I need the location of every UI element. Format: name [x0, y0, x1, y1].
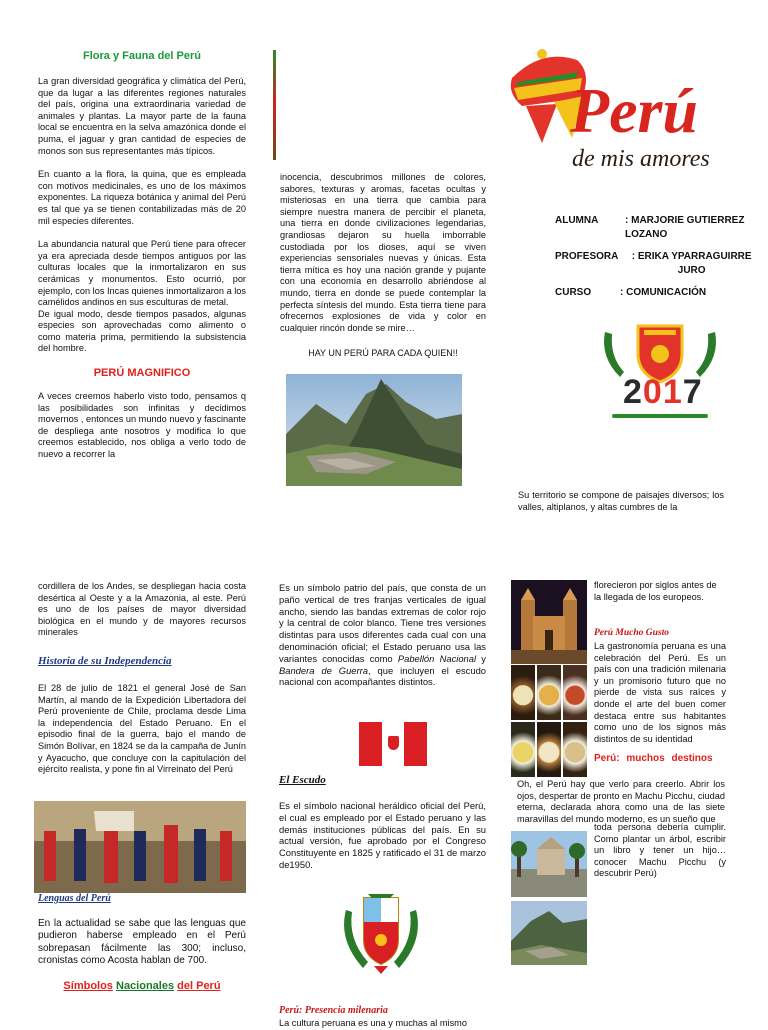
- year-digit-0: 0: [642, 373, 663, 411]
- territorio-para: Su territorio se compone de paisajes diversos; los valles, altiplanos, y altas cumbres de la: [518, 490, 724, 512]
- col3-territorio: [518, 490, 724, 513]
- col6d: [517, 779, 725, 825]
- col1: [38, 50, 246, 461]
- simbolos-title: [38, 980, 246, 992]
- year-digit-7: 7: [682, 373, 703, 411]
- slogan: HAY UN PERÚ PARA CADA QUIEN!!: [308, 348, 458, 359]
- coat-of-arms-icon: [338, 890, 424, 976]
- col5: [279, 582, 486, 688]
- logo: [502, 48, 732, 188]
- magnifico-para: A veces creemos haberlo visto todo, pensamos q las posibilidades son infinitas y decidimos movernos , entonces un mundo nuevo y fascinante de despliega ante nosotros y modifica lo que creemos establecido, nos obliga a verlo todo de nuevo a recorrer la: [38, 391, 246, 460]
- escudo-para: Es el símbolo nacional heráldico oficial del Perú, el cual es empleado por el Estado peruano y las demás instituciones públicas del país. En su actual versión, fue aprobado por el Congreso Constituyente en 1825 y ratificado el 31 de marzo de1950.: [279, 800, 486, 870]
- bandera-text: Es un símbolo patrio del país, que consta de un paño vertical de tres franjas verticales de igual ancho, siendo las bandas extremas de color rojo y la central de color blanco. Tiene tres versiones distintas para usos diferentes cada cual con una denominación oficial; el Estado peruano usa las variantes conocidas como: [279, 582, 486, 664]
- bandera-para: [279, 582, 486, 688]
- flora-title: Flora y Fauna del Perú: [83, 50, 201, 62]
- col4b: [38, 893, 246, 992]
- curso-value: : COMUNICACIÓN: [620, 287, 707, 298]
- col6c: [594, 753, 730, 764]
- simbolos-word-1: Símbolos: [63, 979, 113, 992]
- year-underline: [612, 414, 708, 418]
- profesora-value: : ERIKA YPARRAGUIRRE JURO: [631, 251, 752, 276]
- flora-para-3: La abundancia natural que Perú tiene para ofrecer ya era apreciada desde tiempos antiguos por las culturas locales que la inmortalizaron en sus cerámicas y monumentos. Esto ocurrió, por ejemplo, con los Incas quienes inmortalizaron a los camélidos andinos en sus esculturas de metal.: [38, 239, 246, 308]
- food-photo: [511, 665, 535, 720]
- independence-painting: [34, 801, 246, 893]
- col5b: [279, 774, 486, 871]
- peru-flag-icon: [359, 722, 427, 766]
- bandera-end-text: , que incluyen el escudo nacional con acompañantes distintos.: [279, 664, 487, 688]
- machu-picchu-image: [286, 374, 462, 486]
- food-photo: [537, 665, 561, 720]
- profesora-label: PROFESORA: [555, 251, 619, 262]
- lenguas-para: En la actualidad se sabe que las lenguas que pudieron haberse empleado en el Perú sobrepasan fácilmente las 300; incluso, cronistas como Acosta hablan de 700.: [38, 918, 246, 967]
- alumna-row: [555, 214, 765, 242]
- simbolos-word-3: del Perú: [177, 979, 221, 992]
- presencia-title: Perú: Presencia milenaria: [279, 1005, 388, 1016]
- cumplir-para: toda persona debería cumplir. Como plantar un árbol, escribir un libro y tener un hijo… conocer Machu Picchu (y descubrir Perú): [594, 822, 726, 879]
- food-photos: [511, 665, 587, 777]
- divider-strip: [273, 50, 276, 160]
- col6a: [594, 580, 726, 603]
- col5c: [279, 1005, 486, 1030]
- simbolos-word-2: Nacionales: [116, 979, 175, 992]
- logo-subtitle: de mis amores: [572, 146, 710, 172]
- inocencia-para: inocencia, descubrimos millones de colores, sabores, texturas y aromas, facetas ocultas y misteriosas en una tierra que cambia para siempre nuestra manera de percibir el planeta, una tierra en donde civilizaciones legendarias, grandiosas dejaron su huella imborrable custodiada por los dioses, aquí se viven experiencias sensoriales nuevas y únicas. Esta tierra mítica es hoy una nación grande y pujante con una economía en desarrollo abriéndose al mundo, tierra en donde se puede contemplar la perfecta síntesis del mundo. Esta tierra tiene para ofrecernos explosiones de vida y color en cualquier rincón donde se mire…: [280, 172, 486, 333]
- alumna-value: : MARJORIE GUTIERREZ LOZANO: [625, 215, 745, 240]
- historia-title: Historia de su Independencia: [38, 654, 172, 667]
- destinos-title: Perú: muchos destinos: [594, 753, 713, 764]
- curso-row: [555, 286, 765, 300]
- lenguas-title: Lenguas del Perú: [38, 893, 111, 904]
- col4: [38, 581, 246, 776]
- col2: [280, 172, 486, 368]
- flora-para-1: La gran diversidad geográfica y climática del Perú, que da lugar a las diferentes regiones naturales del país, origina una extraordinaria variedad de animales y plantas. La mayor parte de la fauna local se encuentra en la selva amazónica donde el puma, el jaguar y gran cantidad de especies de monos son sus representantes más típicos.: [38, 76, 246, 156]
- year-digit-2: 2: [623, 373, 643, 411]
- col6e: [594, 822, 726, 880]
- logo-word: Perú: [570, 75, 698, 146]
- alumna-label: ALUMNA: [555, 215, 599, 226]
- mountain-ruins-image: [511, 901, 587, 965]
- y-text: y: [476, 652, 486, 664]
- food-photo: [511, 722, 535, 777]
- cordillera-para: cordillera de los Andes, se despliegan hacia costa desértica al Oeste y a la Amazonia, al este. Perú es uno de los países de mayor diversidad biológica en el mundo y de mayores recursos minerales: [38, 581, 246, 638]
- col6b: [594, 628, 726, 745]
- flora-para-4: De igual modo, desde tiempos pasados, algunas especies son aprovechadas como alimento o como materia prima, permitiendo la subsistencia del hombre.: [38, 308, 246, 354]
- food-photo: [537, 722, 561, 777]
- presencia-para: La cultura peruana es una y muchas al mismo: [279, 1018, 467, 1028]
- pabellon-text: Pabellón Nacional: [397, 652, 477, 664]
- year: [623, 372, 703, 412]
- plaza-image: [511, 831, 587, 897]
- curso-label: CURSO: [555, 287, 592, 298]
- flora-para-2: En cuanto a la flora, la quina, que es empleada con motivos medicinales, es uno de los máximos exponentes. La riqueza botánica y animal del Perú es tal que ya se tienen contabilizadas más de 20 mil especies diferentes.: [38, 169, 246, 226]
- bandera-guerra-text: Bandera de Guerra: [279, 664, 368, 676]
- profesora-row: [555, 250, 765, 278]
- florecieron-para: florecieron por siglos antes de la llegada de los europeos.: [594, 580, 717, 602]
- escudo-title: El Escudo: [279, 774, 326, 786]
- food-photo: [563, 665, 587, 720]
- credits: [555, 214, 765, 300]
- food-photo: [563, 722, 587, 777]
- cathedral-image: [511, 580, 587, 664]
- historia-para: El 28 de julio de 1821 el general José de San Martín, al mando de la Expedición Libertadora del Perú proveniente de Chile, proclama desde Lima la independencia del Estado Peruano. En el episodio final de la guerra, bajo el mando de Simón Bolívar, en 1824 se da la campaña de Junín y Ayacucho, que concluye con la capitulación del ejército realista, y pone fin al Virreinato del Perú: [38, 682, 246, 775]
- gusto-para: La gastronomía peruana es una celebración del Perú. Es un país con una tradición milenaria y un promisorio futuro que no pierde de vista sus raíces y donde el arte del buen comer destaca entre sus habitantes como uno de los signos más distintos de su identidad: [594, 641, 726, 744]
- magnifico-title: PERÚ MAGNIFICO: [93, 367, 191, 380]
- destinos-para: Oh, el Perú hay que verlo para creerlo. Abrir los ojos, despertar de pronto en Machu Picchu, ciudad eterna, declarada ahora como una de las siete maravillas del mundo moderno, es un sueño que: [517, 779, 725, 824]
- year-digit-1: 1: [662, 373, 683, 411]
- gusto-title: Perú Mucho Gusto: [594, 628, 669, 638]
